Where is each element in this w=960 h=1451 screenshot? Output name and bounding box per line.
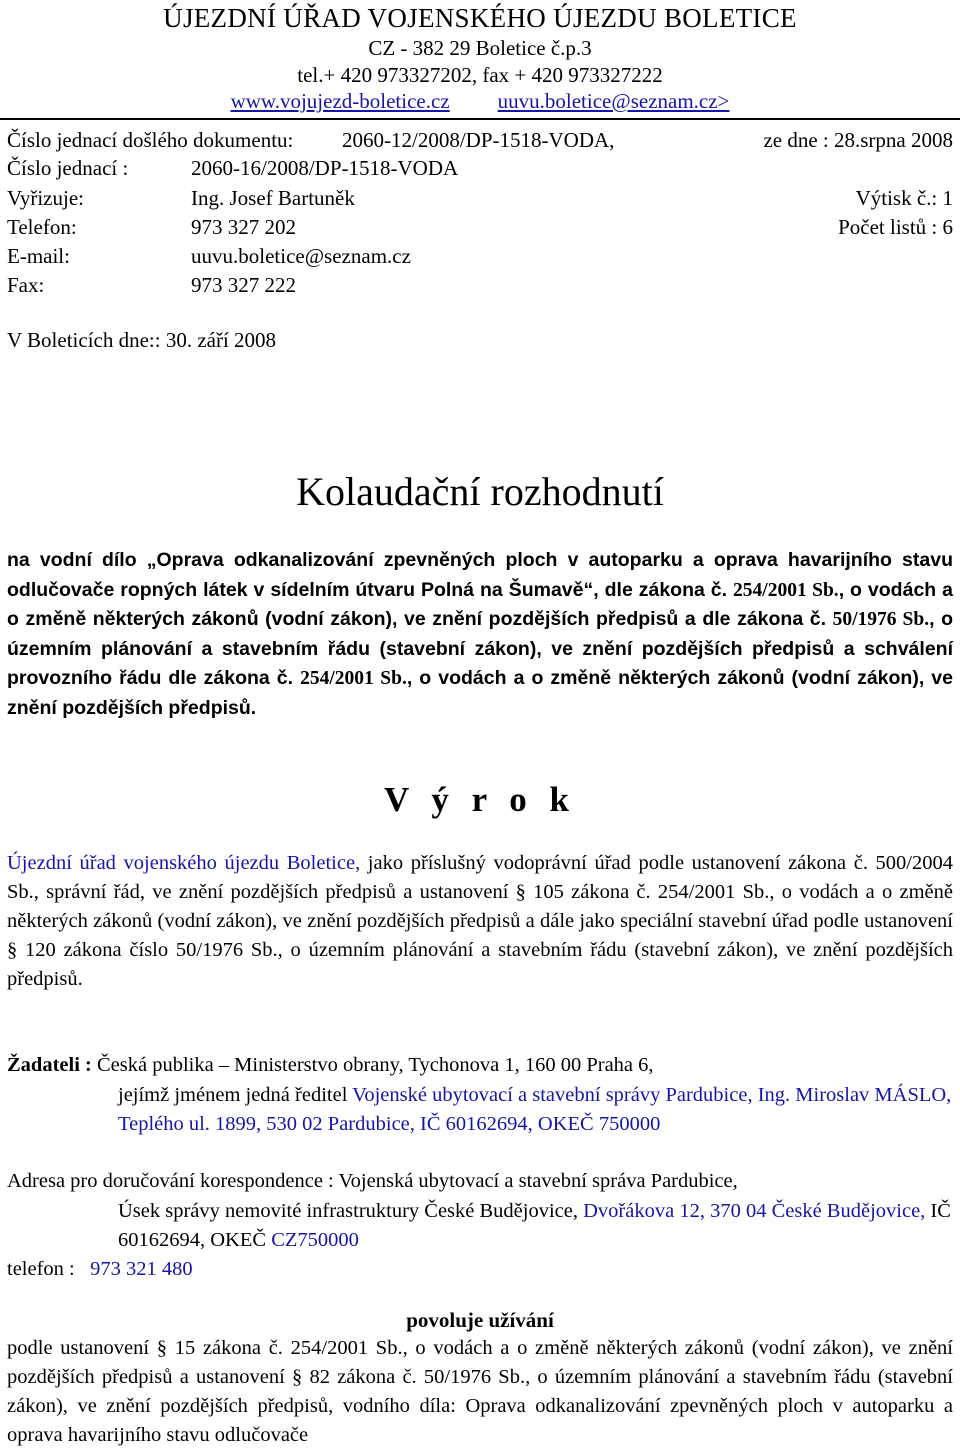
applicant-on-behalf: jejímž jménem jedná ředitel (118, 1084, 353, 1106)
intro-text-1: na vodní dílo „Oprava odkanalizování zpevněných ploch v autoparku a oprava havarijního stavu odlučovače ropných látek v sídelním útvaru Polná na Šumavě“, dle zákona č. (7, 549, 953, 601)
applicant-phone (7, 1255, 953, 1284)
incoming-date: ze dne : 28.srpna 2008 (763, 128, 953, 152)
verdict-heading: V ý r o k (383, 780, 576, 819)
intro-paragraph (7, 546, 953, 723)
applicant-organization: Vojenské ubytovací a stavební správy Pardubice, Ing. Miroslav MÁSLO, Teplého ul. 1899, 530 02 Pardubice, IČ 60162694, OKEČ 750000 (118, 1084, 952, 1135)
applicant-phone-label: telefon : (7, 1258, 75, 1280)
correspondence-label: Adresa pro doručování korespondence : (7, 1170, 334, 1192)
correspondence-address: Dvořákova 12, 370 04 České Budějovice, (583, 1200, 926, 1222)
document-title: Kolaudační rozhodnutí (296, 469, 664, 514)
intro-text-4: , o vodách a o změně některých zákonů (vodní zákon), ve znění pozdějších předpisů. (7, 667, 953, 719)
copy-number: Výtisk č.: 1 (855, 186, 953, 210)
correspondence-ic: IČ 60162694, OKEČ (118, 1200, 951, 1251)
header-divider (0, 118, 960, 120)
correspondence-detail (118, 1197, 953, 1255)
office-address: CZ - 382 29 Boletice č.p.3 (368, 36, 592, 60)
incoming-ref-label: Číslo jednací došlého dokumentu: (7, 128, 294, 152)
verdict-text: jako příslušný vodoprávní úřad podle ustanovení zákona č. 500/2004 Sb., správní řád, ve znění pozdějších předpisů a ustanovení § 105 zákona č. 254/2001 Sb., o vodách a o změně některých zákonů (vodní zákon), ve znění pozdějších předpisů a dále jako speciální stavební úřad podle ustanovení § 120 zákona číslo 50/1976 Sb., o územním plánování a stavebním řádu (stavební zákon), ve znění pozdějších předpisů. (7, 852, 954, 990)
applicant-text: Česká publika – Ministerstvo obrany, Tychonova 1, 160 00 Praha 6, (91, 1054, 654, 1076)
authority-name: Újezdní úřad vojenského újezdu Boletice, (7, 852, 361, 874)
office-contacts: tel.+ 420 973327202, fax + 420 973327222 (297, 63, 663, 87)
correspondence-okec: CZ750000 (271, 1229, 359, 1251)
correspondence-detail-text: Úsek správy nemovité infrastruktury České Budějovice, (118, 1200, 584, 1222)
correspondence-line (7, 1167, 953, 1196)
permits-paragraph: podle ustanovení § 15 zákona č. 254/2001 Sb., o vodách a o změně některých zákonů (vodní zákon), ve znění pozdějších předpisů a ustanovení § 82 zákona č. 50/1976 Sb., o územním plánování a stavebním řádu (stavební zákon), ve znění pozdějších předpisů, vodního díla: Oprava odkanalizování zpevněných ploch v autoparku a oprava havarijního stavu odlučovače (7, 1337, 953, 1446)
email-label: E-mail: (7, 244, 70, 268)
applicant-label: Žadateli : (7, 1054, 92, 1076)
date-place: V Boleticích dne:: 30. září 2008 (7, 328, 277, 352)
website-link[interactable]: www.vojujezd-boletice.cz (230, 89, 450, 113)
handler-label: Vyřizuje: (7, 186, 84, 210)
office-links (0, 88, 960, 114)
handler-value: Ing. Josef Bartuněk (191, 186, 355, 210)
phone-label: Telefon: (7, 215, 77, 239)
permits-heading: povoluje užívání (406, 1308, 554, 1332)
ref-value: 2060-16/2008/DP-1518-VODA (191, 156, 459, 180)
intro-law-3: 254/2001 Sb. (300, 668, 407, 689)
incoming-ref-value: 2060-12/2008/DP-1518-VODA, (342, 128, 615, 152)
applicant-line (7, 1051, 953, 1080)
page-count: Počet listů : 6 (838, 215, 953, 239)
correspondence-text: Vojenská ubytovací a stavební správa Pardubice, (333, 1170, 738, 1192)
phone-value: 973 327 202 (191, 215, 296, 239)
ref-label: Číslo jednací : (7, 156, 129, 180)
verdict-paragraph (7, 849, 953, 994)
fax-value: 973 327 222 (191, 273, 296, 297)
applicant-representative (118, 1081, 953, 1139)
fax-label: Fax: (7, 273, 45, 297)
office-name: ÚJEZDNÍ ÚŘAD VOJENSKÉHO ÚJEZDU BOLETICE (163, 3, 797, 33)
email-link[interactable]: uuvu.boletice@seznam.cz> (497, 89, 730, 113)
intro-law-2: 50/1976 Sb. (832, 609, 930, 630)
intro-text-3: , o územním plánování a stavebním řádu (stavební zákon), ve znění pozdějších předpisů a schválení provozního řádu dle zákona č. (7, 608, 953, 689)
email-value: uuvu.boletice@seznam.cz (191, 244, 411, 268)
intro-law-1: 254/2001 Sb. (733, 579, 839, 601)
intro-text-2: , o vodách a o změně některých zákonů (vodní zákon), ve znění pozdějších předpisů a dle zákona č. (7, 578, 953, 630)
applicant-phone-value: 973 321 480 (90, 1258, 193, 1280)
